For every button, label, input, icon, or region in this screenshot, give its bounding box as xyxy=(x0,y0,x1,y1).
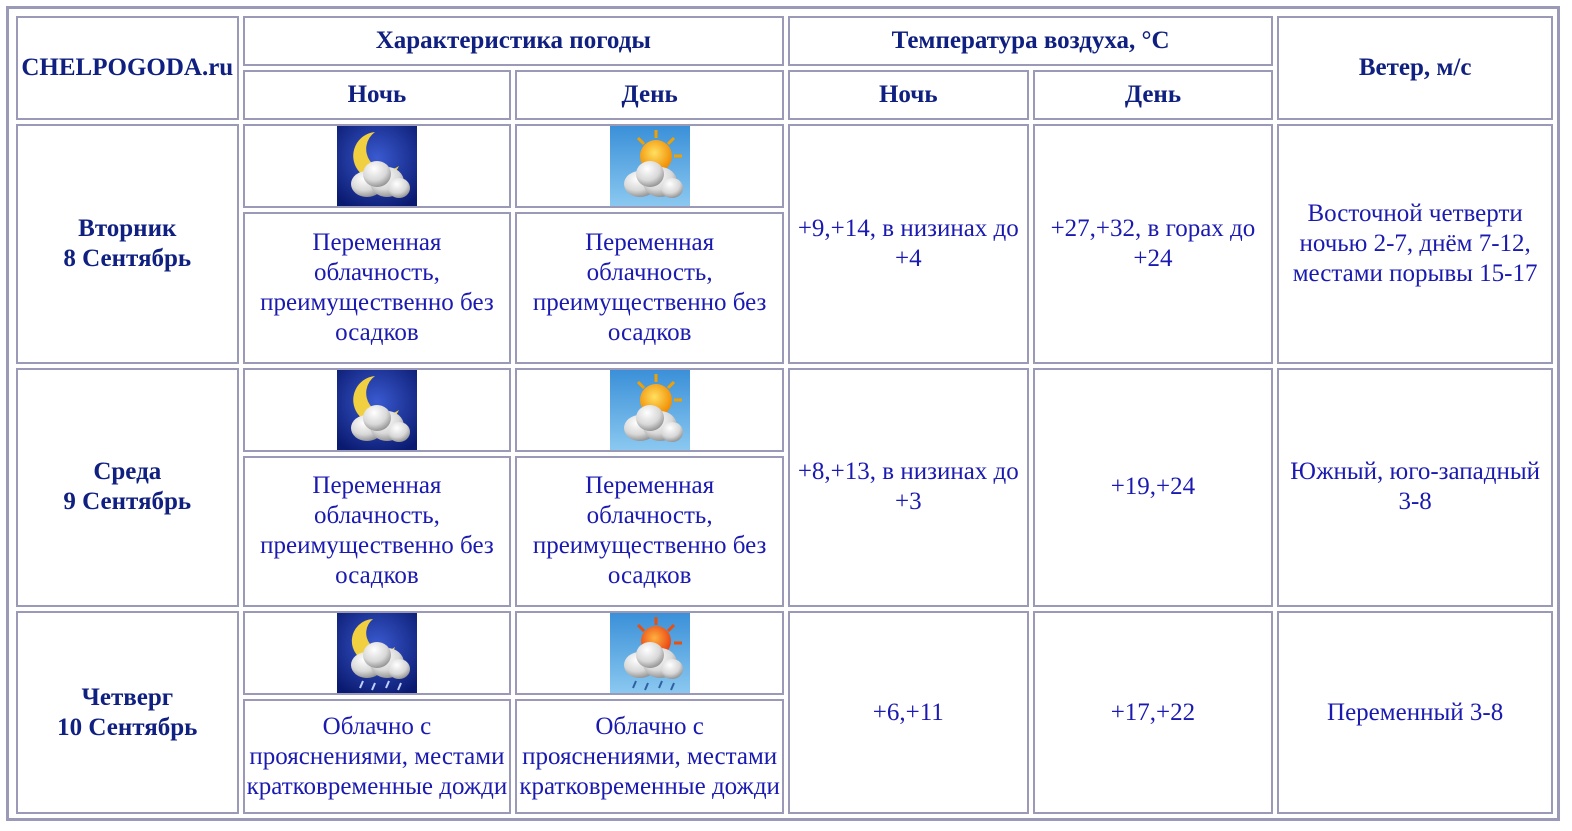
wind: Переменный 3-8 xyxy=(1277,611,1553,814)
date: 8 Сентябрь xyxy=(63,244,192,272)
header-temp-night: Ночь xyxy=(788,70,1029,120)
weekday: Среда xyxy=(93,458,162,486)
night-icon-cell xyxy=(243,124,512,208)
moon-cloud-rain-icon xyxy=(337,613,417,693)
sun-cloud-rain-icon xyxy=(610,613,690,693)
date: 9 Сентябрь xyxy=(63,488,192,516)
wind: Восточной четверти ночью 2-7, днём 7-12, местами порывы 15-17 xyxy=(1277,124,1553,364)
weekday: Вторник xyxy=(78,214,177,242)
wind: Южный, юго-западный 3-8 xyxy=(1277,368,1553,608)
site-name: CHELPOGODA.ru xyxy=(16,16,239,120)
day-icon-cell xyxy=(515,124,784,208)
temp-night: +9,+14, в низинах до +4 xyxy=(788,124,1029,364)
sun-cloud-icon xyxy=(610,126,690,206)
day-description: Переменная облачность, преимущественно без осадков xyxy=(515,212,784,364)
temp-night: +8,+13, в низинах до +3 xyxy=(788,368,1029,608)
day-description: Переменная облачность, преимущественно без осадков xyxy=(515,456,784,608)
temp-day: +17,+22 xyxy=(1033,611,1274,814)
day-icon-cell xyxy=(515,368,784,452)
date: 10 Сентябрь xyxy=(57,713,198,741)
moon-cloud-icon xyxy=(337,126,417,206)
night-icon-cell xyxy=(243,368,512,452)
night-description: Переменная облачность, преимущественно без осадков xyxy=(243,212,512,364)
day-label xyxy=(16,368,239,608)
header-air-temp: Температура воздуха, °С xyxy=(788,16,1273,66)
night-icon-cell xyxy=(243,611,512,695)
temp-day: +27,+32, в горах до +24 xyxy=(1033,124,1274,364)
header-weather-night: Ночь xyxy=(243,70,512,120)
forecast-table xyxy=(12,12,1557,818)
night-description: Переменная облачность, преимущественно без осадков xyxy=(243,456,512,608)
forecast-frame xyxy=(6,6,1560,821)
header-wind: Ветер, м/с xyxy=(1277,16,1553,120)
day-icon-cell xyxy=(515,611,784,695)
temp-day: +19,+24 xyxy=(1033,368,1274,608)
temp-night: +6,+11 xyxy=(788,611,1029,814)
sun-cloud-icon xyxy=(610,370,690,450)
moon-cloud-icon xyxy=(337,370,417,450)
day-description: Облачно с прояснениями, местами кратковременные дожди xyxy=(515,699,784,814)
header-temp-day: День xyxy=(1033,70,1274,120)
night-description: Облачно с прояснениями, местами кратковременные дожди xyxy=(243,699,512,814)
weekday: Четверг xyxy=(81,683,174,711)
day-label xyxy=(16,124,239,364)
header-weather-char: Характеристика погоды xyxy=(243,16,784,66)
header-weather-day: День xyxy=(515,70,784,120)
day-label xyxy=(16,611,239,814)
